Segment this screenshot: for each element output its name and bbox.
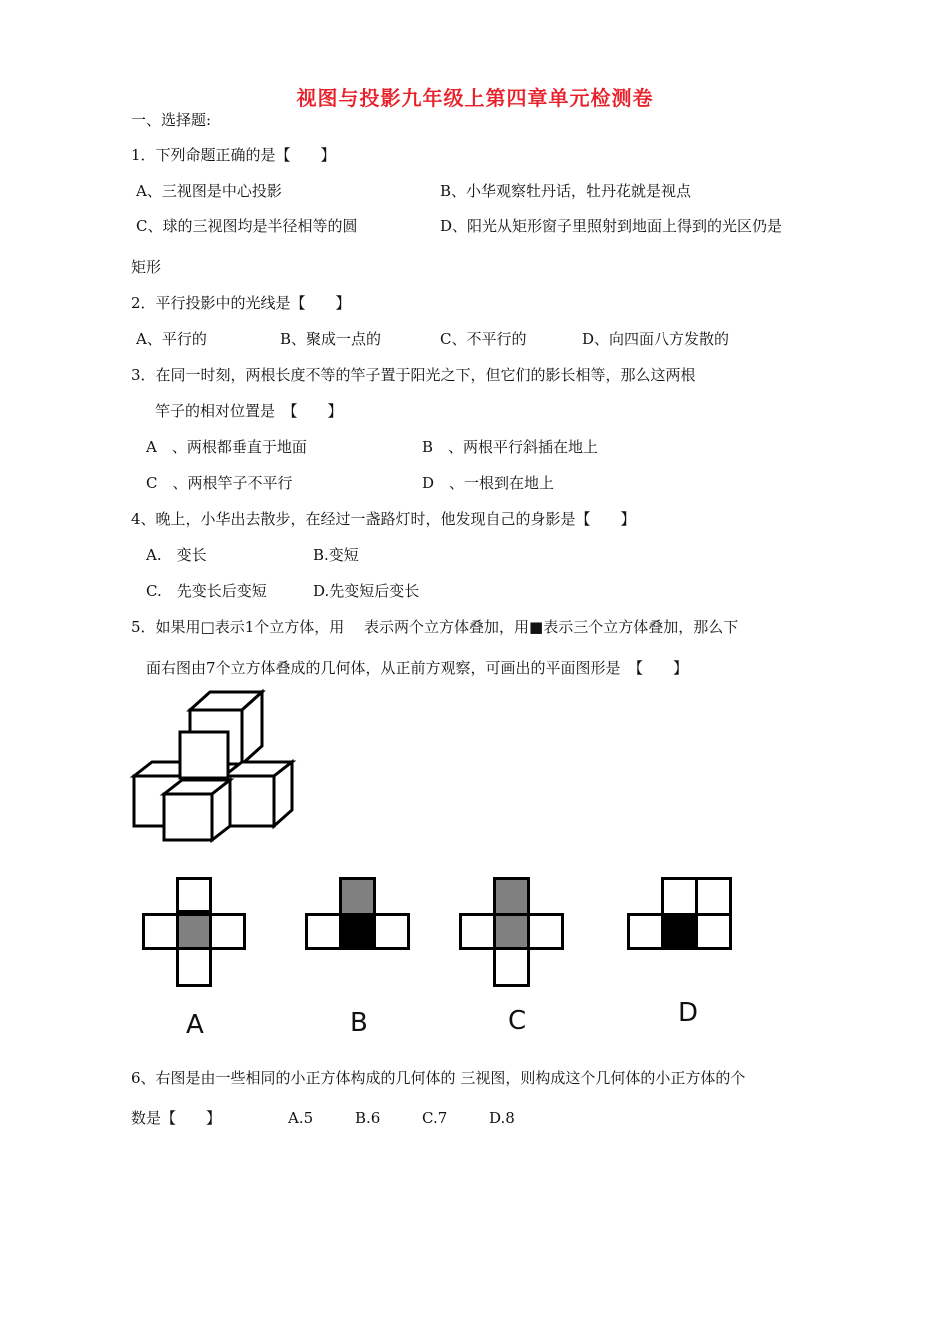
q2-option-c: C、不平行的 xyxy=(440,330,527,348)
q1-option-c: C、球的三视图均是半径相等的圆 xyxy=(136,217,358,235)
q4-option-b: B.变短 xyxy=(313,546,359,564)
q2-option-d: D、向四面八方发散的 xyxy=(582,330,730,348)
q1-stem: 1．下列命题正确的是【 】 xyxy=(131,146,336,164)
q1-option-d: D、阳光从矩形窗子里照射到地面上得到的光区仍是 xyxy=(440,217,783,235)
q3-option-d: D 、一根到在地上 xyxy=(422,474,555,492)
option-a-label: A xyxy=(186,1010,204,1040)
q6-option-c: C.7 xyxy=(422,1109,448,1127)
q3-option-b: B 、两根平行斜插在地上 xyxy=(422,438,599,456)
q1-option-b: B、小华观察牡丹话，牡丹花就是视点 xyxy=(440,182,692,200)
q6-stem: 6、右图是由一些相同的小正方体构成的几何体的 三视图，则构成这个几何体的小正方体的个 xyxy=(131,1069,746,1087)
q6-option-d: D.8 xyxy=(489,1109,515,1127)
q4-option-c: C. 先变长后变短 xyxy=(146,582,267,600)
q2-stem: 2．平行投影中的光线是【 】 xyxy=(131,294,351,312)
q2-option-b: B、聚成一点的 xyxy=(280,330,382,348)
option-b-label: B xyxy=(350,1008,368,1038)
q5-stem: 5．如果用□表示1个立方体，用 表示两个立方体叠加，用■表示三个立方体叠加，那么下 xyxy=(131,618,739,636)
q3-stem-continued: 竿子的相对位置是 【 】 xyxy=(155,402,343,420)
q3-option-a: A 、两根都垂直于地面 xyxy=(146,438,307,456)
section-heading: 一、选择题: xyxy=(131,111,212,129)
q5-stem-continued: 面右图由7个立方体叠成的几何体，从正前方观察，可画出的平面图形是 【 】 xyxy=(146,659,689,677)
q6-option-a: A.5 xyxy=(288,1109,314,1127)
option-d-label: D xyxy=(678,998,699,1028)
q3-stem: 3．在同一时刻，两根长度不等的竿子置于阳光之下，但它们的影长相等，那么这两根 xyxy=(131,366,696,384)
q1-option-a: A、三视图是中心投影 xyxy=(136,182,282,200)
q6-option-b: B.6 xyxy=(355,1109,381,1127)
page-title: 视图与投影九年级上第四章单元检测卷 xyxy=(296,86,654,110)
q4-option-a: A. 变长 xyxy=(146,546,207,564)
q2-option-a: A、平行的 xyxy=(136,330,207,348)
option-c-label: C xyxy=(508,1006,527,1036)
q4-stem: 4、晚上，小华出去散步，在经过一盏路灯时，他发现自己的身影是【 】 xyxy=(131,510,636,528)
q3-option-c: C 、两根竿子不平行 xyxy=(146,474,293,492)
q1-option-d-continued: 矩形 xyxy=(131,258,162,276)
isometric-cube-stack-figure xyxy=(130,688,300,848)
q4-option-d: D.先变短后变长 xyxy=(313,582,420,600)
q6-stem-continued: 数是【 】 xyxy=(131,1109,222,1127)
